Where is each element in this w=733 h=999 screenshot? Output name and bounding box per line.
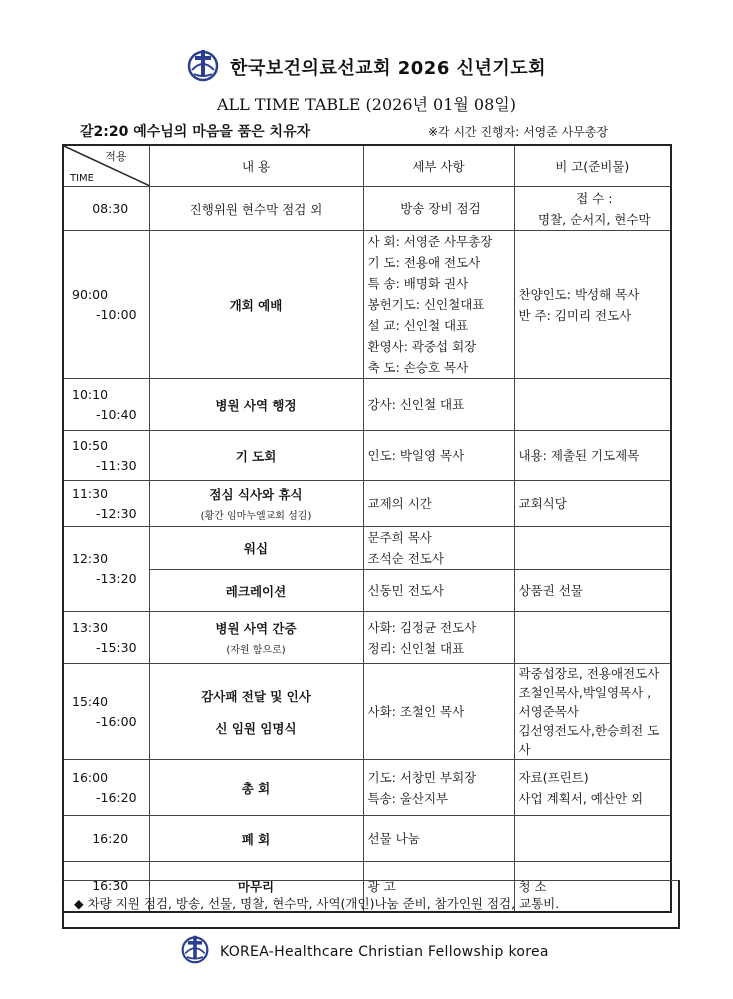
details-line: 정리: 신인철 대표: [367, 640, 465, 656]
content-cell: [149, 760, 363, 816]
details-cell: [363, 760, 514, 816]
table-row: [63, 431, 671, 481]
column-header-details: 세부 사항: [363, 145, 514, 187]
details-cell: [363, 481, 514, 527]
time-end: -13:20: [96, 571, 137, 586]
notes-line: 내용: 제출된 기도제목: [518, 448, 640, 463]
time-cell: [63, 664, 149, 760]
details-line: 축 도: 손승호 목사: [367, 360, 469, 375]
notes-line: 명찰, 순서지, 현수막: [538, 211, 651, 227]
corner-label-bottom: TIME: [70, 173, 95, 184]
column-header-notes: 비 고(준비물): [514, 145, 671, 187]
notes-line: 사업 계획서, 예산안 외: [518, 790, 644, 806]
content-title: 감사패 전달 및 인사: [201, 688, 311, 704]
time-cell: [63, 527, 149, 612]
corner-cell: [63, 145, 149, 187]
details-cell: [363, 527, 514, 570]
page-subtitle: ALL TIME TABLE (2026년 01월 08일): [217, 95, 516, 114]
content-title: 기 도회: [235, 448, 277, 464]
details-line: 사 회: 서영준 사무총장: [367, 234, 493, 249]
content-cell: [149, 612, 363, 664]
notes-cell: [514, 664, 671, 760]
page-title: 한국보건의료선교회 2026 신년기도회: [230, 58, 547, 79]
content-title: 워십: [243, 541, 269, 556]
notes-line: 청 소: [518, 878, 547, 894]
title-row: [0, 44, 733, 86]
time-start: 13:30: [72, 619, 109, 635]
notes-cell: [514, 527, 671, 570]
content-cell: [149, 431, 363, 481]
notes-cell: [514, 187, 671, 231]
time-end: -12:30: [96, 505, 137, 521]
time-end: -11:30: [96, 457, 137, 473]
details-line: 봉헌기도: 신인철대표: [367, 297, 485, 312]
time-start: 90:00: [72, 286, 109, 302]
details-cell: [363, 187, 514, 231]
details-cell: [363, 231, 514, 379]
content-cell: [149, 664, 363, 760]
notes-line: 조철인목사,박일영목사 ,: [518, 685, 652, 700]
time-end: -15:30: [96, 639, 137, 655]
notes-line: 곽중섭장로, 전용애전도사: [518, 666, 660, 681]
notes-line: 서영준목사: [518, 704, 579, 719]
content-cell: [149, 527, 363, 570]
table-row: [63, 816, 671, 862]
column-header-content: 내 용: [149, 145, 363, 187]
table-row: [63, 760, 671, 816]
details-line: 환영사: 곽중섭 회장: [367, 339, 477, 354]
notes-cell: [514, 481, 671, 527]
notes-line: 접 수 :: [576, 190, 613, 206]
notes-line: 김선영전도사,한승희전 도사: [518, 723, 660, 757]
notes-line: 찬양인도: 박성해 목사: [518, 286, 640, 302]
details-line: 방송 장비 점검: [400, 201, 481, 216]
content-subtitle: (황간 임마누엘교회 섬김): [200, 511, 312, 522]
table-row: [63, 612, 671, 664]
notes-line: 자료(프린트): [518, 769, 589, 785]
notes-cell: [514, 379, 671, 431]
notes-cell: [514, 570, 671, 612]
corner-label-top: 적용: [105, 150, 127, 163]
details-cell: [363, 612, 514, 664]
content-title-2: 신 임원 임명식: [215, 720, 297, 736]
details-line: 사화: 조철인 목사: [367, 704, 465, 719]
notes-cell: [514, 760, 671, 816]
details-line: 문주희 목사: [367, 530, 432, 545]
details-line: 강사: 신인철 대표: [367, 397, 465, 412]
notes-line: 반 주: 김미리 전도사: [518, 307, 632, 323]
notes-cell: [514, 612, 671, 664]
content-cell: [149, 231, 363, 379]
details-cell: [363, 570, 514, 612]
time-cell: [63, 187, 149, 231]
time-cell: [63, 481, 149, 527]
cross-globe-logo-icon: [186, 48, 220, 82]
notes-cell: [514, 816, 671, 862]
time-start: 15:40: [72, 693, 109, 709]
content-title: 총 회: [241, 780, 271, 796]
content-title: 개회 예배: [229, 297, 283, 313]
time-end: -16:00: [96, 713, 137, 729]
details-cell: [363, 431, 514, 481]
time-start: 10:10: [72, 386, 109, 402]
time-cell: [63, 431, 149, 481]
time-start: 11:30: [72, 485, 109, 501]
content-cell: [149, 570, 363, 612]
time-start: 10:50: [72, 437, 109, 453]
notes-line: 상품권 선물: [518, 583, 583, 598]
details-cell: [363, 816, 514, 862]
table-row: [63, 187, 671, 231]
time-cell: [63, 816, 149, 862]
table-row: [63, 481, 671, 527]
time-cell: [63, 612, 149, 664]
details-line: 교제의 시간: [367, 496, 432, 511]
time-end: -10:40: [96, 406, 137, 422]
details-line: 광 고: [367, 878, 396, 894]
details-line: 조석순 전도사: [367, 551, 444, 566]
cross-globe-logo-icon: [180, 934, 210, 964]
presenter-note: ※각 시간 진행자: 서영준 사무총장: [428, 125, 609, 139]
details-line: 신동민 전도사: [367, 583, 444, 598]
content-cell: [149, 816, 363, 862]
notes-cell: [514, 231, 671, 379]
details-line: 특 송: 배명화 권사: [367, 276, 469, 291]
table-row: [63, 379, 671, 431]
table-row: [63, 527, 671, 570]
details-cell: [363, 379, 514, 431]
content-cell: [149, 379, 363, 431]
time-end: -16:20: [96, 789, 137, 805]
time-cell: [63, 379, 149, 431]
details-line: 사화: 김정균 전도사: [367, 619, 477, 635]
table-row: [63, 570, 671, 612]
details-line: 선물 나눔: [367, 831, 420, 846]
schedule-table: [62, 144, 672, 913]
details-line: 설 교: 신인철 대표: [367, 318, 469, 333]
footer: [0, 934, 733, 974]
notes-cell: [514, 431, 671, 481]
table-row: [63, 664, 671, 760]
time-start: 16:20: [92, 830, 129, 846]
content-title: 레크레이션: [225, 583, 287, 599]
content-title: 병원 사역 간증: [215, 621, 297, 636]
content-cell: [149, 481, 363, 527]
time-cell: [63, 231, 149, 379]
content-title: 병원 사역 행정: [215, 397, 297, 413]
content-title: 마무리: [237, 879, 275, 895]
details-line: 인도: 박일영 목사: [367, 448, 465, 463]
content-title: 점심 식사와 휴식: [209, 487, 303, 502]
table-header-row: [63, 145, 671, 187]
time-start: 08:30: [92, 200, 129, 216]
details-line: 기 도: 전용애 전도사: [367, 255, 481, 270]
content-title: 폐 회: [241, 831, 271, 847]
time-start: 12:30: [72, 551, 109, 566]
content-subtitle: (자원 함으로): [226, 645, 286, 656]
footer-text: KOREA-Healthcare Christian Fellowship korea: [220, 944, 549, 960]
details-cell: [363, 664, 514, 760]
time-start: 16:00: [72, 769, 109, 785]
footnote-box: ◆ 차량 지원 점검, 방송, 선물, 명찰, 현수막, 사역(개인)나눔 준비, 참가인원 점검, 교통비.: [62, 880, 680, 929]
details-line: 기도: 서창민 부회장: [367, 769, 477, 785]
content-cell: [149, 187, 363, 231]
notes-line: 교회식당: [518, 496, 567, 511]
content-title: 진행위원 현수막 점검 외: [189, 201, 323, 217]
time-cell: [63, 760, 149, 816]
verse-theme: 갈2:20 예수님의 마음을 품은 치유자: [80, 124, 311, 140]
details-line: 특송: 울산지부: [367, 790, 449, 806]
table-row: [63, 231, 671, 379]
time-start: 16:30: [92, 878, 129, 894]
time-end: -10:00: [96, 306, 137, 322]
